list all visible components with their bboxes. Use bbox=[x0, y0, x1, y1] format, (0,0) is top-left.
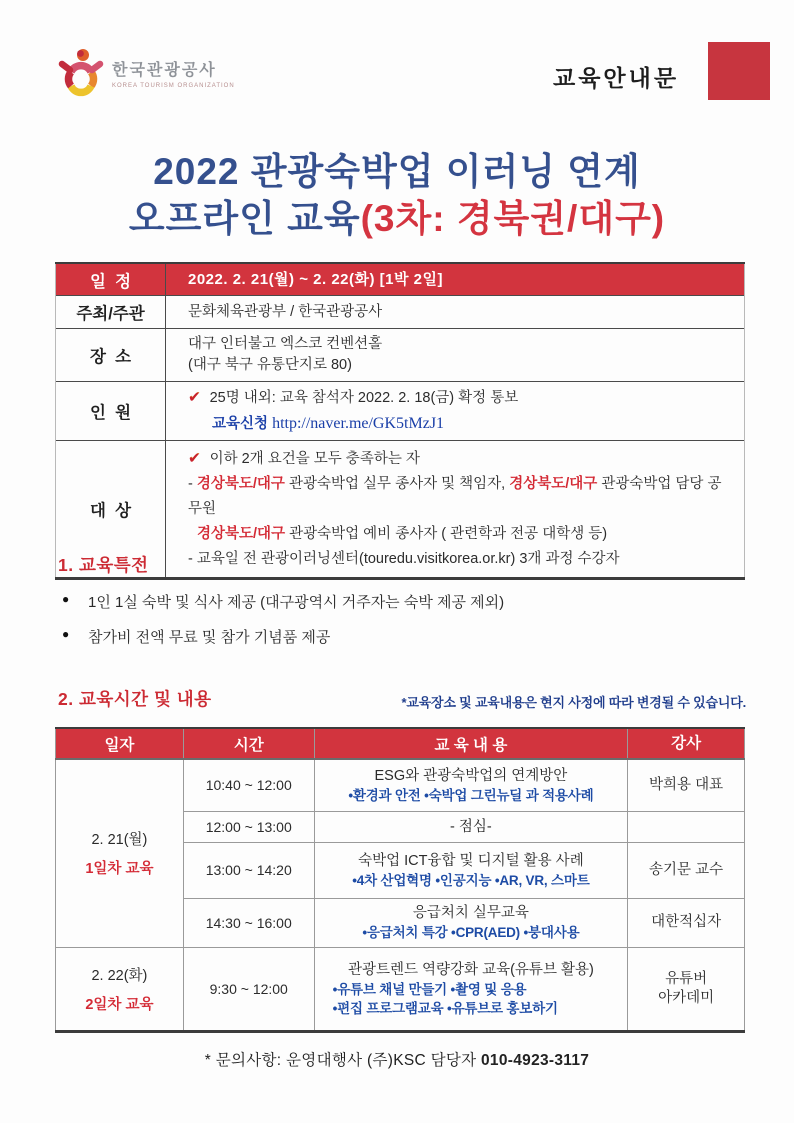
host-value: 문화체육관광부 / 한국관광공사 bbox=[166, 296, 745, 329]
target-intro bbox=[188, 446, 734, 472]
lecturer-line1: 유튜버 bbox=[665, 970, 708, 987]
session-topics: •4차 산업혁명 •인공지능 •AR, VR, 스마트 bbox=[352, 872, 590, 888]
session-content bbox=[314, 898, 628, 947]
day2-tag: 2일차 교육 bbox=[85, 996, 154, 1013]
logo-org-name-en: KOREA TOURISM ORGANIZATION bbox=[112, 83, 235, 89]
doc-type-label: 교육안내문 bbox=[553, 65, 680, 91]
day1-date: 2. 21(월) bbox=[91, 832, 148, 849]
title-line2 bbox=[0, 195, 794, 242]
session-lecturer: 송기문 교수 bbox=[628, 842, 745, 898]
session-title: ESG와 관광숙박업의 연계방안 bbox=[374, 767, 568, 784]
kto-logo bbox=[58, 46, 235, 100]
event-info-table bbox=[55, 262, 745, 580]
session-title: 관광트렌드 역량강화 교육(유튜브 활용) bbox=[347, 961, 594, 978]
contact-footer bbox=[0, 1048, 794, 1070]
benefit-item: ● 1인 1실 숙박 및 식사 제공 (대구광역시 거주자는 숙박 제공 제외) bbox=[58, 591, 748, 612]
schedule-row bbox=[56, 759, 745, 811]
session-title: - 점심- bbox=[450, 818, 492, 835]
session-lecturer: 박희용 대표 bbox=[628, 759, 745, 811]
venue-line2: (대구 북구 유통단지로 80) bbox=[188, 357, 352, 373]
target-req1-text-a: 관광숙박업 실무 종사자 및 책임자, bbox=[284, 476, 510, 492]
target-requirement-2: - 교육일 전 관광이러닝센터(touredu.visitkorea.or.kr) 3개 과정 수강자 bbox=[188, 551, 620, 567]
target-requirement-1b bbox=[188, 522, 734, 547]
region-highlight: 경상북도/대구 bbox=[196, 476, 285, 492]
day1-tag: 1일차 교육 bbox=[85, 861, 154, 878]
session-title: 응급처치 실무교육 bbox=[412, 905, 529, 921]
schedule-section-header bbox=[58, 686, 746, 711]
info-row-host bbox=[56, 296, 745, 329]
apply-line bbox=[188, 413, 734, 435]
col-header-lecturer: 강사 bbox=[628, 728, 745, 759]
session-lecturer bbox=[628, 947, 745, 1031]
schedule-row bbox=[56, 947, 745, 1031]
session-lecturer: 대한적십자 bbox=[628, 898, 745, 947]
info-row-schedule bbox=[56, 263, 745, 296]
session-time: 9:30 ~ 12:00 bbox=[183, 947, 314, 1031]
benefit-item: ● 참가비 전액 무료 및 참가 기념품 제공 bbox=[58, 626, 748, 647]
session-time: 14:30 ~ 16:00 bbox=[183, 898, 314, 947]
schedule-value: 2022. 2. 21(월) ~ 2. 22(화) [1박 2일] bbox=[166, 263, 745, 296]
check-icon bbox=[188, 451, 210, 467]
info-row-venue bbox=[56, 329, 745, 382]
session-content bbox=[314, 842, 628, 898]
day2-date: 2. 22(화) bbox=[91, 967, 148, 984]
capacity-value bbox=[166, 382, 745, 441]
session-content bbox=[314, 759, 628, 811]
lecturer-line2: 아카데미 bbox=[658, 989, 715, 1006]
check-icon bbox=[188, 390, 210, 406]
title-line2-accent: (3차: 경북권/대구) bbox=[360, 198, 666, 239]
session-topics: •편집 프로그램교육 •유튜브로 홍보하기 bbox=[332, 1000, 558, 1016]
schedule-heading: 2. 교육시간 및 내용 bbox=[58, 689, 212, 709]
day1-cell bbox=[56, 759, 184, 947]
schedule-table bbox=[55, 727, 745, 1033]
target-label: 대 상 bbox=[56, 441, 166, 579]
title-line1: 2022 관광숙박업 이러닝 연계 bbox=[153, 151, 641, 192]
logo-org-name: 한국관광공사 bbox=[112, 62, 217, 79]
region-highlight: 경상북도/대구 bbox=[509, 476, 598, 492]
schedule-change-note: *교육장소 및 교육내용은 현지 사정에 따라 변경될 수 있습니다. bbox=[401, 695, 746, 710]
apply-url-link[interactable]: http://naver.me/GK5tMzJ1 bbox=[272, 415, 445, 432]
apply-label: 교육신청 bbox=[212, 416, 269, 432]
benefits-section bbox=[58, 552, 748, 647]
region-highlight: 경상북도/대구 bbox=[197, 526, 286, 542]
target-req1-text-b: 관광숙박업 담당 공무원 bbox=[188, 476, 722, 517]
red-corner-box bbox=[708, 42, 770, 100]
target-intro-text: 이하 2개 요건을 모두 충족하는 자 bbox=[209, 451, 420, 467]
host-label: 주최/주관 bbox=[56, 296, 166, 329]
target-requirement-1 bbox=[188, 472, 734, 522]
kto-logo-icon bbox=[58, 46, 104, 100]
session-content bbox=[314, 947, 628, 1031]
session-time: 10:40 ~ 12:00 bbox=[183, 759, 314, 811]
schedule-header-row bbox=[56, 728, 745, 759]
benefits-heading: 1. 교육특전 bbox=[58, 555, 149, 575]
col-header-time: 시간 bbox=[183, 728, 314, 759]
schedule-label: 일 정 bbox=[56, 263, 166, 296]
dash: - bbox=[188, 476, 197, 492]
session-content bbox=[314, 811, 628, 842]
col-header-date: 일자 bbox=[56, 728, 184, 759]
venue-value bbox=[166, 329, 745, 382]
session-topics: •응급처치 특강 •CPR(AED) •붕대사용 bbox=[362, 925, 580, 940]
title-line2-main: 오프라인 교육 bbox=[128, 198, 361, 239]
venue-label: 장 소 bbox=[56, 329, 166, 382]
session-time: 12:00 ~ 13:00 bbox=[183, 811, 314, 842]
capacity-line bbox=[188, 387, 734, 409]
session-title: 숙박업 ICT융합 및 디지털 활용 사례 bbox=[358, 852, 584, 869]
venue-line1: 대구 인터불고 엑스코 컨벤션홀 bbox=[188, 336, 383, 352]
col-header-content: 교 육 내 용 bbox=[314, 728, 628, 759]
capacity-label: 인 원 bbox=[56, 382, 166, 441]
page-title bbox=[0, 148, 794, 242]
capacity-text: 25명 내외: 교육 참석자 2022. 2. 18(금) 확정 통보 bbox=[209, 390, 519, 406]
session-topics: •환경과 안전 •숙박업 그린뉴딜 과 적용사례 bbox=[348, 787, 594, 803]
session-time: 13:00 ~ 14:20 bbox=[183, 842, 314, 898]
contact-text: * 문의사항: 운영대행사 (주)KSC 담당자 bbox=[204, 1052, 481, 1069]
target-req1b-text: 관광숙박업 예비 종사자 ( 관련학과 전공 대학생 등) bbox=[285, 526, 608, 542]
day2-cell bbox=[56, 947, 184, 1031]
session-lecturer bbox=[628, 811, 745, 842]
info-row-capacity bbox=[56, 382, 745, 441]
contact-phone: 010-4923-3117 bbox=[481, 1052, 590, 1069]
session-topics: •유튜브 채널 만들기 •촬영 및 응용 bbox=[332, 981, 527, 997]
